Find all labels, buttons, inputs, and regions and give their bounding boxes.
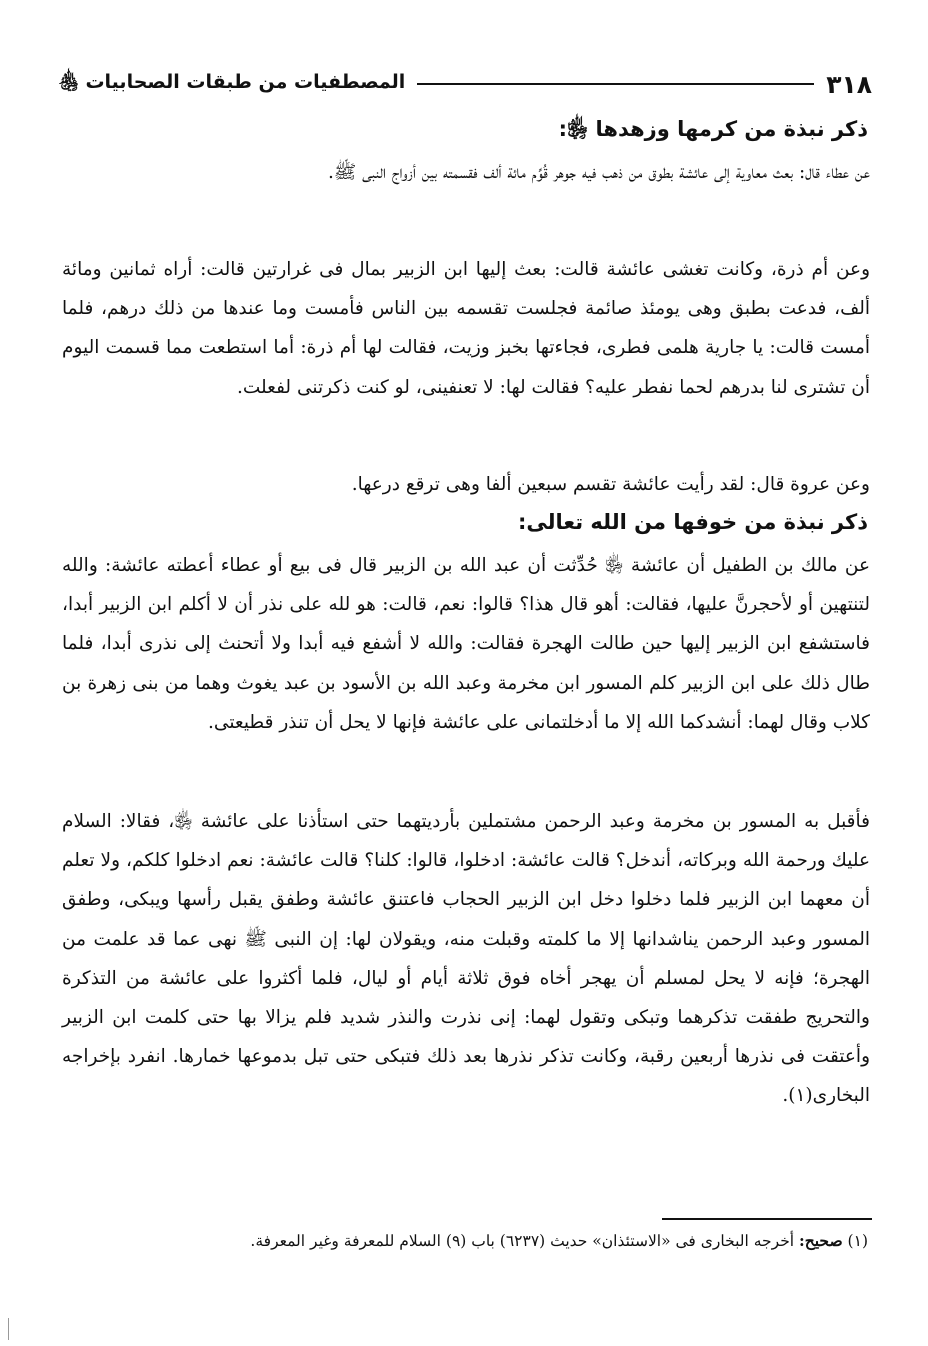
running-title: المصطفيات من طبقات الصحابيات ﵃ (58, 71, 406, 93)
header-rule (417, 83, 814, 85)
paragraph-malik: عن مالك بن الطفيل أن عائشة ﵂ حُدِّثت أن عبد الله بن الزبير قال فى بيع أو عطاء أعطته عائشة: والله لتنتهين أو لأحجرنَّ عليها، فقالت: أهو قال هذا؟ قالوا: نعم، قالت: هو لله على نذر أن لا أكلم ابن الزبير أبدا، فاستشفع ابن الزبير إليها حين طالت الهجرة فقالت: والله لا أشفع فيه أبدا ولا أتحنث إلى نذرى أبدا، فلما طال ذلك على ابن الزبير كلم المسور ابن مخرمة وعبد الله بن الأسود بن عبد يغوث وهما من بنى زهرة بن كلاب وقال لهما: أنشدكما الله إلا ما أدخلتمانى على عائشة فإنها لا يحل أن تنذر قطيعتى. (62, 555, 871, 733)
footnote-grade: صحيح: (799, 1231, 843, 1250)
footnote-text: أخرجه البخارى فى «الاستئذان» حديث (٦٢٣٧) باب (٩) السلام للمعرفة وغير المعرفة. (250, 1232, 795, 1250)
paragraph-miswar: فأقبل به المسور بن مخرمة وعبد الرحمن مشتملين بأرديتهما حتى استأذنا على عائشة ﵂، فقالا: السلام عليك ورحمة الله وبركاته، أندخل؟ قالت عائشة: ادخلوا، قالوا: كلنا؟ قالت عائشة: نعم ادخلوا كلكم، ولا تعلم أن معهما ابن الزبير فلما دخلوا دخل ابن الزبير الحجاب فاعتنق عائشة وطفق يقبل رأسها ويبكى، وطفق المسور وعبد الرحمن يناشدانها إلا ما كلمته وقبلت منه، ويقولان لها: إن النبى ﷺ نهى عما قد علمت من الهجرة؛ فإنه لا يحل لمسلم أن يهجر أخاه فوق ثلاثة أيام أو ليال، فلما أكثروا على عائشة من التذكرة والتحريج طفقت تذكرهما وتبكى وتقول لهما: إنى نذرت والنذر شديد فلم يزالا بها حتى كلمت ابن الزبير وأعتقت فى نذرها أربعين رقبة، وكانت تذكر نذرها بعد ذلك فتبكى حتى تبل بدموعها خمارها. انفرد بإخراجه البخارى(١). (62, 811, 870, 1107)
scan-edge-mark (8, 1318, 9, 1340)
paragraph-ata: عن عطاء قال: بعث معاوية إلى عائشة بطوق من ذهب فيه جوهر قُوِّم مائة ألف فقسمته بين أزواج النبى ﷺ. (328, 162, 870, 183)
paragraph-urwa: وعن عروة قال: لقد رأيت عائشة تقسم سبعين ألفا وهى ترقع درعها. (351, 474, 870, 495)
page-number: ٣١٨ (826, 69, 872, 99)
footnote-number: (١) (847, 1232, 868, 1250)
footnote-rule (662, 1218, 872, 1220)
paragraph-umm-dharra: وعن أم ذرة، وكانت تغشى عائشة قالت: بعث إليها ابن الزبير بمال فى غرارتين قالت: أراه ثمانين ومائة ألف، فدعت بطبق وهى يومئذ صائمة فجلست تقسمه بين الناس فأمست وما عندها من ذلك درهم، فلما أمست قالت: يا جارية هلمى فطرى، فجاءتها بخبز وزيت، فقالت لها أم ذرة: أما استطعت مما قسمت اليوم أن تشترى لنا بدرهم لحما نفطر عليه؟ فقالت لها: لا تعنفينى، لو كنت ذكرتنى لفعلت. (62, 259, 870, 398)
page-header (58, 62, 872, 106)
section-heading-generosity: ذكر نبذة من كرمها وزهدها ﵂: (558, 117, 868, 141)
section-heading-fear: ذكر نبذة من خوفها من الله تعالى: (517, 510, 868, 534)
footnote (100, 1226, 868, 1256)
